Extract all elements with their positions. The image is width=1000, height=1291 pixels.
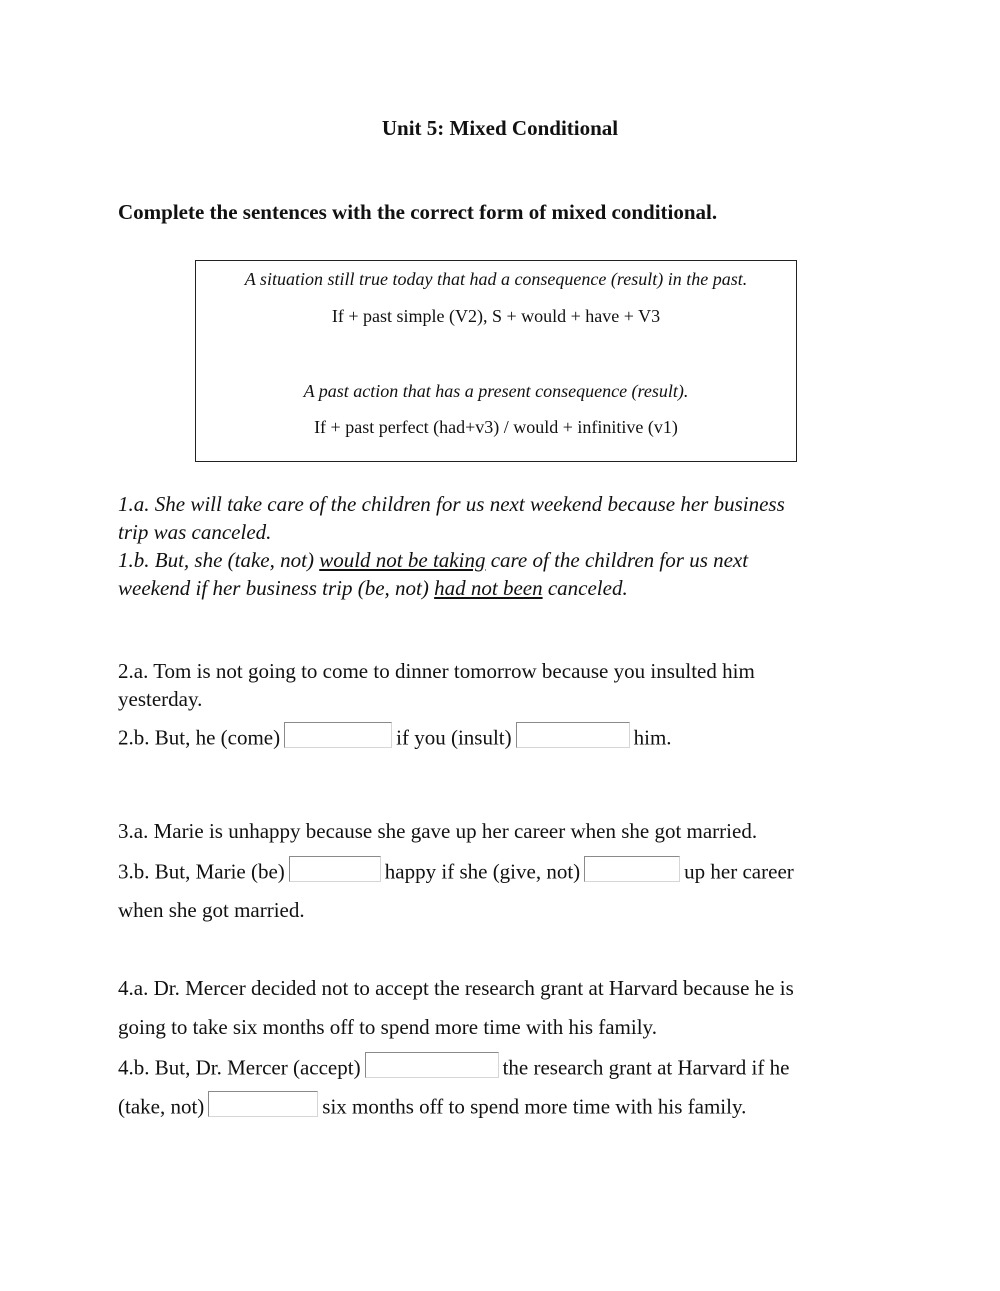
example-1b-line-1: [118, 546, 748, 574]
q3b-line-2: when she got married.: [118, 898, 305, 922]
example-1b-text-4: canceled.: [542, 576, 628, 600]
example-1b-answer-1: would not be taking: [319, 548, 486, 572]
q3-answer-2-input[interactable]: [584, 856, 680, 882]
q4b-text-2: the research grant at Harvard if he: [502, 1055, 790, 1080]
q2a-line-2: yesterday.: [118, 687, 203, 711]
q4a-line-1: 4.a. Dr. Mercer decided not to accept the research grant at Harvard because he is: [118, 976, 794, 1000]
q4b-text-3: (take, not): [118, 1094, 205, 1119]
q2b-line: [118, 722, 672, 752]
page-title: Unit 5: Mixed Conditional: [381, 116, 619, 140]
grammar-rule-box: [195, 260, 797, 462]
q3b-text-3: up her career: [684, 859, 794, 884]
q3b-text-1: 3.b. But, Marie (be): [118, 859, 285, 884]
example-1a-line-1: 1.a. She will take care of the children for us next weekend because her business: [118, 492, 785, 516]
q3b-line-1: [118, 856, 794, 886]
example-1b-line-2: [118, 574, 628, 602]
q2b-text-3: him.: [633, 725, 672, 750]
rule-1-description: A situation still true today that had a consequence (result) in the past.: [244, 269, 748, 289]
q3a-line: 3.a. Marie is unhappy because she gave up her career when she got married.: [118, 819, 758, 843]
q2-answer-2-input[interactable]: [516, 722, 630, 748]
q4-answer-1-input[interactable]: [365, 1052, 499, 1078]
q4b-text-4: six months off to spend more time with his family.: [322, 1094, 747, 1119]
q4b-line-1: [118, 1052, 789, 1082]
example-1a-line-2: trip was canceled.: [118, 520, 272, 544]
rule-2-formula: If + past perfect (had+v3) / would + infinitive (v1): [314, 417, 678, 437]
q2b-text-2: if you (insult): [396, 725, 512, 750]
example-1b-text-3: weekend if her business trip (be, not): [118, 576, 435, 600]
example-1b-text-2: care of the children for us next: [485, 548, 749, 572]
q2a-line-1: 2.a. Tom is not going to come to dinner tomorrow because you insulted him: [118, 659, 755, 683]
q4a-line-2: going to take six months off to spend more time with his family.: [118, 1015, 657, 1039]
q3b-text-2: happy if she (give, not): [384, 859, 581, 884]
example-1b-answer-2: had not been: [434, 576, 543, 600]
q4b-text-1: 4.b. But, Dr. Mercer (accept): [118, 1055, 361, 1080]
q3-answer-1-input[interactable]: [289, 856, 381, 882]
q2b-text-1: 2.b. But, he (come): [118, 725, 281, 750]
rule-1-formula: If + past simple (V2), S + would + have + V3: [331, 306, 661, 326]
q2-answer-1-input[interactable]: [284, 722, 392, 748]
q4b-line-2: [118, 1091, 746, 1121]
q4-answer-2-input[interactable]: [208, 1091, 318, 1117]
rule-2-description: A past action that has a present consequence (result).: [303, 381, 689, 401]
example-1b-text: 1.b. But, she (take, not): [118, 548, 320, 572]
instruction-text: Complete the sentences with the correct form of mixed conditional.: [118, 200, 718, 224]
